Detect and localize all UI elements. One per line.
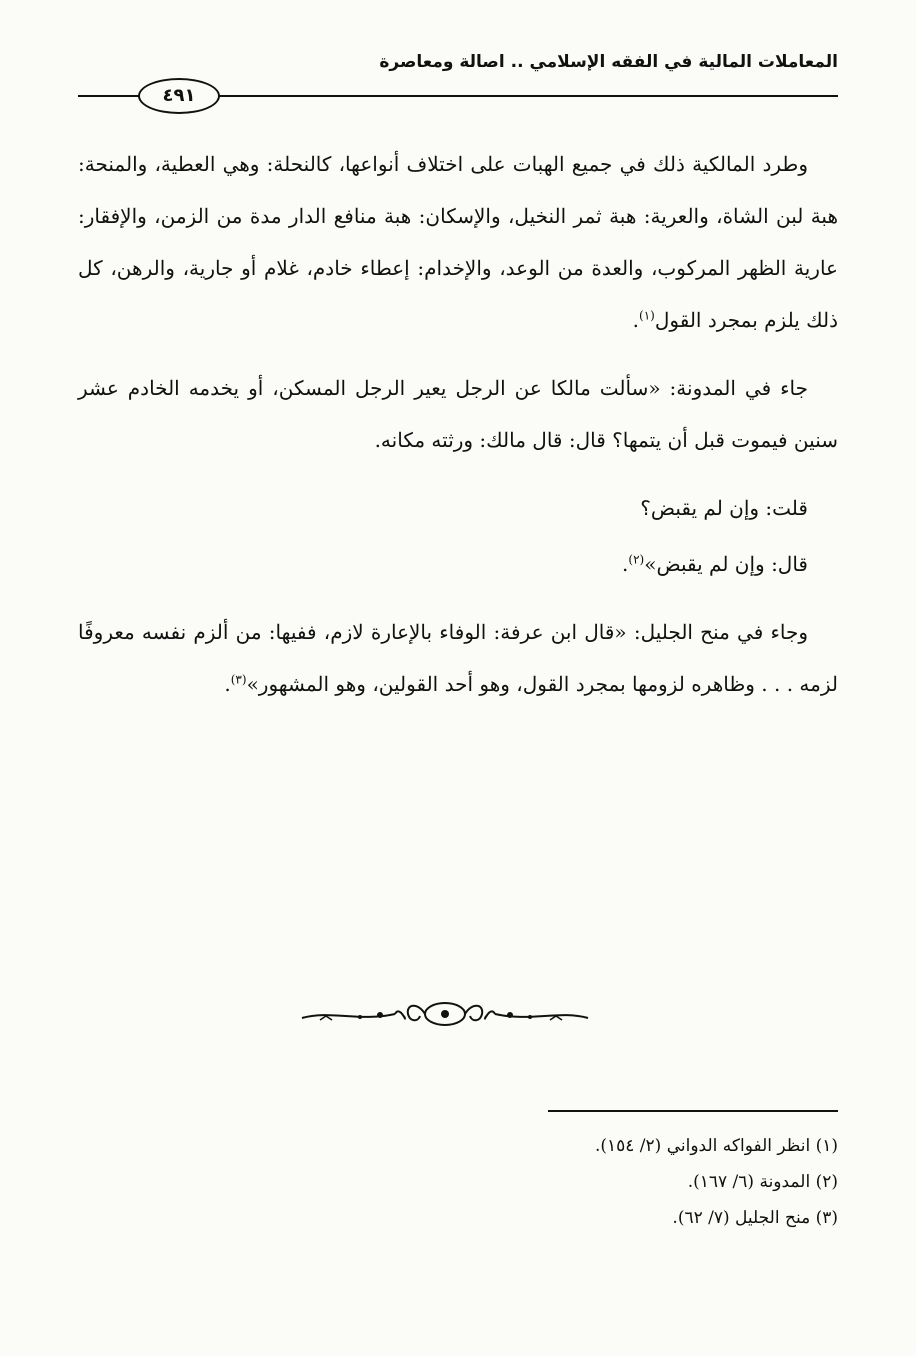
paragraph-text: جاء في المدونة: «سألت مالكا عن الرجل يعير الرجل المسكن، أو يخدمه الخادم عشر سنين فيموت قبل أن يتمها؟ قال: قال مالك: ورثته مكانه.	[78, 376, 838, 452]
body-text	[78, 138, 838, 726]
paragraph-end: .	[622, 552, 629, 576]
footnote-ref: (٢)	[628, 552, 645, 567]
footnote-rule	[548, 1110, 838, 1112]
footnote-ref: (١)	[639, 308, 655, 323]
running-header: المعاملات المالية في الفقه الإسلامي .. اصالة ومعاصرة	[379, 52, 838, 72]
footnote: (٣) منح الجليل (٧/ ٦٢).	[672, 1208, 838, 1228]
floral-divider-icon	[300, 996, 590, 1032]
paragraph-text: وجاء في منح الجليل: «قال ابن عرفة: الوفاء بالإعارة لازم، ففيها: من ألزم نفسه معروفًا لزمه . . . وظاهره لزومها بمجرد القول، وهو أحد القولين، وهو المشهور»	[78, 620, 838, 696]
page-number: ٤٩١	[138, 78, 220, 114]
footnote: (٢) المدونة (٦/ ١٦٧).	[687, 1172, 838, 1192]
paragraph	[78, 538, 838, 590]
paragraph-text: وطرد المالكية ذلك في جميع الهبات على اختلاف أنواعها، كالنحلة: وهي العطية، والمنحة: هبة لبن الشاة، والعرية: هبة ثمر النخيل، والإسكان: هبة منافع الدار مدة من الزمن، والإفقار: عارية الظهر المركوب، والعدة من الوعد، والإخدام: إعطاء خادم، غلام أو جارية، والرهن، كل ذلك يلزم بمجرد القول	[78, 152, 838, 332]
paragraph	[78, 138, 838, 346]
paragraph	[78, 362, 838, 466]
paragraph	[78, 482, 838, 534]
footnote: (١) انظر الفواكه الدواني (٢/ ١٥٤).	[594, 1136, 838, 1156]
paragraph-text: قلت: وإن لم يقبض؟	[640, 496, 808, 520]
footnotes	[78, 1128, 838, 1236]
footnote-ref: (٣)	[230, 672, 247, 687]
paragraph-end: .	[632, 308, 640, 332]
paragraph-text: قال: وإن لم يقبض»	[644, 552, 808, 576]
paragraph-end: .	[224, 672, 231, 696]
paragraph	[78, 606, 838, 710]
